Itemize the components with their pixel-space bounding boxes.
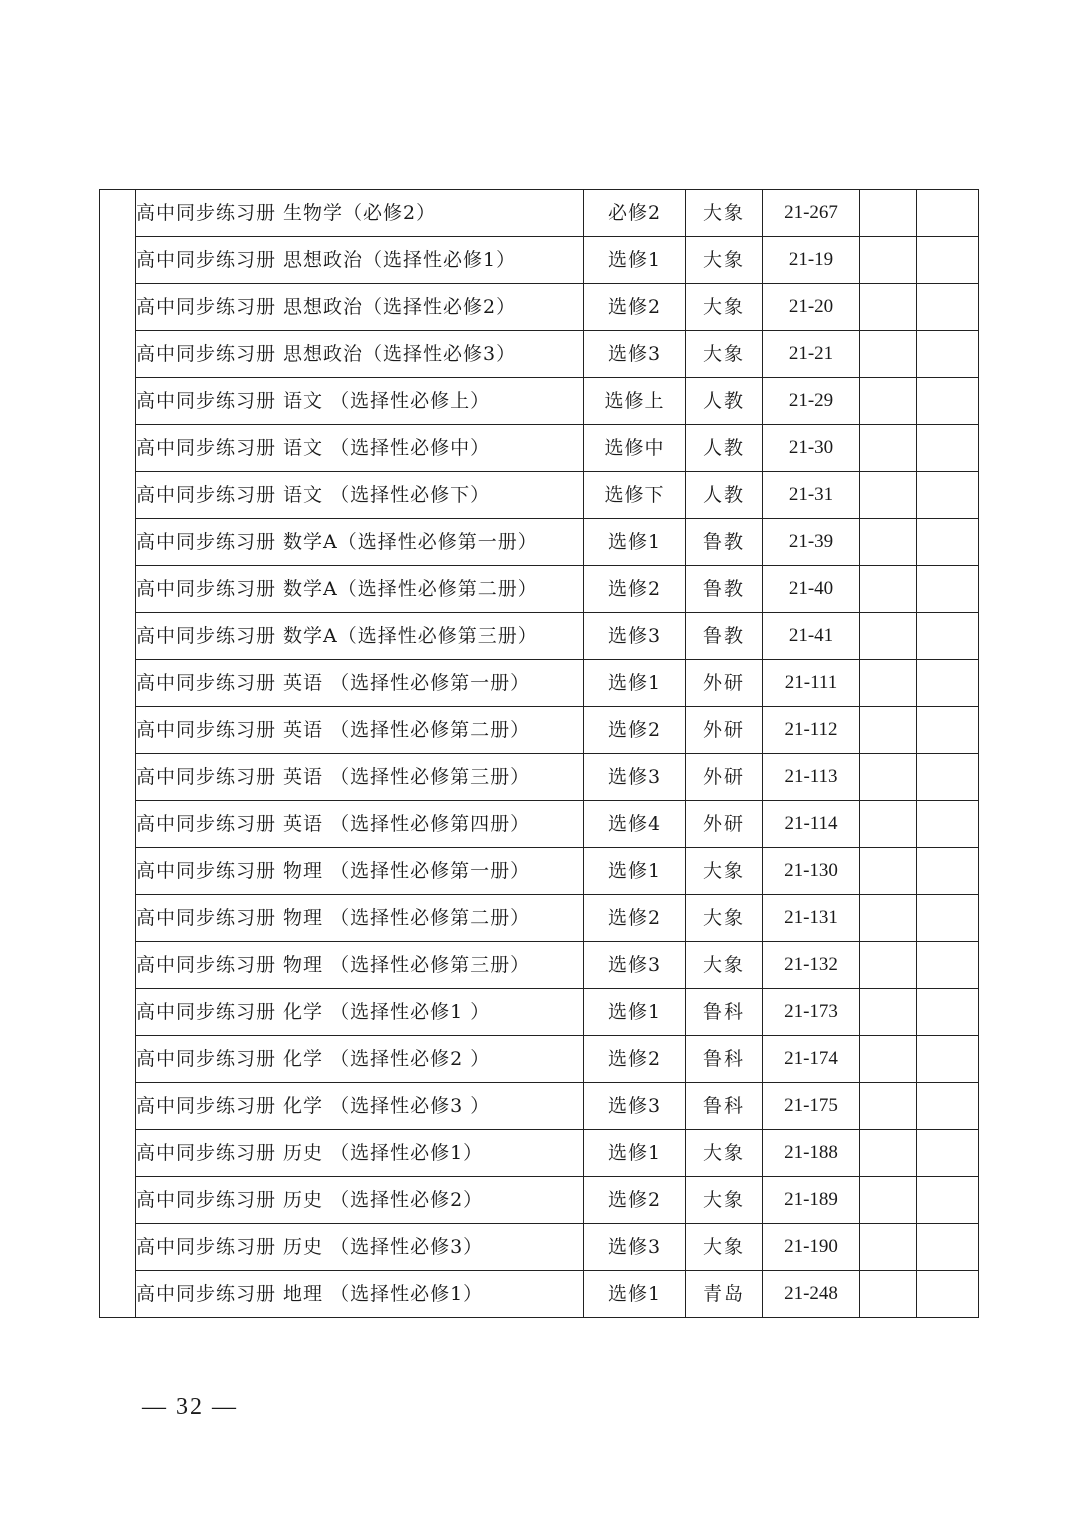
row-index-cell [100, 331, 136, 378]
volume-cell: 选修1 [584, 989, 686, 1036]
book-title-cell: 高中同步练习册 英语 （选择性必修第二册） [136, 707, 584, 754]
volume-cell: 选修1 [584, 848, 686, 895]
empty-cell [860, 425, 917, 472]
publisher-cell: 人教 [686, 378, 763, 425]
book-title-cell: 高中同步练习册 历史 （选择性必修1） [136, 1130, 584, 1177]
code-cell: 21-21 [763, 331, 860, 378]
page-number: — 32 — [142, 1394, 238, 1420]
empty-cell [917, 190, 979, 237]
volume-cell: 选修上 [584, 378, 686, 425]
volume-cell: 选修4 [584, 801, 686, 848]
book-title-cell: 高中同步练习册 生物学（必修2） [136, 190, 584, 237]
row-index-cell [100, 566, 136, 613]
empty-cell [860, 989, 917, 1036]
volume-cell: 选修下 [584, 472, 686, 519]
code-cell: 21-39 [763, 519, 860, 566]
row-index-cell [100, 1083, 136, 1130]
empty-cell [917, 660, 979, 707]
empty-cell [860, 1083, 917, 1130]
publisher-cell: 外研 [686, 707, 763, 754]
code-cell: 21-19 [763, 237, 860, 284]
table-row [100, 1271, 979, 1318]
table-row [100, 989, 979, 1036]
publisher-cell: 大象 [686, 895, 763, 942]
table-body [100, 190, 979, 1318]
empty-cell [917, 1083, 979, 1130]
empty-cell [860, 1130, 917, 1177]
empty-cell [860, 331, 917, 378]
table-row [100, 1224, 979, 1271]
volume-cell: 选修2 [584, 1177, 686, 1224]
volume-cell: 选修中 [584, 425, 686, 472]
empty-cell [860, 1224, 917, 1271]
textbook-table [99, 189, 979, 1318]
publisher-cell: 鲁科 [686, 1036, 763, 1083]
table-row [100, 566, 979, 613]
empty-cell [917, 801, 979, 848]
book-title-cell: 高中同步练习册 地理 （选择性必修1） [136, 1271, 584, 1318]
code-cell: 21-111 [763, 660, 860, 707]
empty-cell [917, 613, 979, 660]
table-row [100, 660, 979, 707]
empty-cell [860, 848, 917, 895]
empty-cell [917, 237, 979, 284]
empty-cell [917, 566, 979, 613]
table-row [100, 237, 979, 284]
row-index-cell [100, 707, 136, 754]
volume-cell: 选修3 [584, 1083, 686, 1130]
row-index-cell [100, 613, 136, 660]
empty-cell [917, 1036, 979, 1083]
publisher-cell: 大象 [686, 942, 763, 989]
empty-cell [917, 754, 979, 801]
empty-cell [860, 284, 917, 331]
empty-cell [917, 472, 979, 519]
table-row [100, 1130, 979, 1177]
book-title-cell: 高中同步练习册 物理 （选择性必修第二册） [136, 895, 584, 942]
book-title-cell: 高中同步练习册 英语 （选择性必修第四册） [136, 801, 584, 848]
empty-cell [860, 1271, 917, 1318]
row-index-cell [100, 942, 136, 989]
publisher-cell: 大象 [686, 331, 763, 378]
book-title-cell: 高中同步练习册 化学 （选择性必修1 ） [136, 989, 584, 1036]
publisher-cell: 人教 [686, 425, 763, 472]
code-cell: 21-173 [763, 989, 860, 1036]
publisher-cell: 鲁科 [686, 1083, 763, 1130]
row-index-cell [100, 472, 136, 519]
volume-cell: 选修2 [584, 895, 686, 942]
table-row [100, 942, 979, 989]
book-title-cell: 高中同步练习册 语文 （选择性必修上） [136, 378, 584, 425]
empty-cell [917, 331, 979, 378]
empty-cell [860, 660, 917, 707]
volume-cell: 选修2 [584, 1036, 686, 1083]
publisher-cell: 大象 [686, 1177, 763, 1224]
publisher-cell: 大象 [686, 848, 763, 895]
book-title-cell: 高中同步练习册 化学 （选择性必修2 ） [136, 1036, 584, 1083]
empty-cell [860, 190, 917, 237]
row-index-cell [100, 848, 136, 895]
code-cell: 21-31 [763, 472, 860, 519]
book-title-cell: 高中同步练习册 英语 （选择性必修第一册） [136, 660, 584, 707]
empty-cell [917, 707, 979, 754]
book-title-cell: 高中同步练习册 语文 （选择性必修下） [136, 472, 584, 519]
publisher-cell: 青岛 [686, 1271, 763, 1318]
volume-cell: 选修1 [584, 1130, 686, 1177]
publisher-cell: 鲁科 [686, 989, 763, 1036]
volume-cell: 选修1 [584, 237, 686, 284]
code-cell: 21-40 [763, 566, 860, 613]
empty-cell [917, 1271, 979, 1318]
table-row [100, 707, 979, 754]
table-row [100, 425, 979, 472]
empty-cell [917, 519, 979, 566]
code-cell: 21-114 [763, 801, 860, 848]
book-title-cell: 高中同步练习册 数学A（选择性必修第一册） [136, 519, 584, 566]
publisher-cell: 大象 [686, 284, 763, 331]
publisher-cell: 鲁教 [686, 613, 763, 660]
table-row [100, 190, 979, 237]
row-index-cell [100, 801, 136, 848]
code-cell: 21-248 [763, 1271, 860, 1318]
publisher-cell: 外研 [686, 801, 763, 848]
row-index-cell [100, 284, 136, 331]
book-title-cell: 高中同步练习册 语文 （选择性必修中） [136, 425, 584, 472]
table-row [100, 801, 979, 848]
code-cell: 21-20 [763, 284, 860, 331]
book-title-cell: 高中同步练习册 历史 （选择性必修3） [136, 1224, 584, 1271]
book-title-cell: 高中同步练习册 英语 （选择性必修第三册） [136, 754, 584, 801]
volume-cell: 选修1 [584, 1271, 686, 1318]
empty-cell [860, 378, 917, 425]
row-index-cell [100, 1271, 136, 1318]
table-row [100, 848, 979, 895]
empty-cell [860, 754, 917, 801]
empty-cell [860, 895, 917, 942]
empty-cell [860, 566, 917, 613]
code-cell: 21-188 [763, 1130, 860, 1177]
row-index-cell [100, 1177, 136, 1224]
table-row [100, 1036, 979, 1083]
empty-cell [917, 284, 979, 331]
table-row [100, 378, 979, 425]
table-row [100, 1177, 979, 1224]
volume-cell: 选修1 [584, 519, 686, 566]
row-index-cell [100, 378, 136, 425]
empty-cell [860, 1036, 917, 1083]
volume-cell: 选修3 [584, 613, 686, 660]
empty-cell [860, 1177, 917, 1224]
table-row [100, 284, 979, 331]
volume-cell: 选修3 [584, 754, 686, 801]
book-title-cell: 高中同步练习册 历史 （选择性必修2） [136, 1177, 584, 1224]
table-row [100, 472, 979, 519]
empty-cell [860, 942, 917, 989]
book-title-cell: 高中同步练习册 化学 （选择性必修3 ） [136, 1083, 584, 1130]
book-title-cell: 高中同步练习册 思想政治（选择性必修3） [136, 331, 584, 378]
publisher-cell: 大象 [686, 237, 763, 284]
empty-cell [917, 1177, 979, 1224]
volume-cell: 必修2 [584, 190, 686, 237]
row-index-cell [100, 519, 136, 566]
code-cell: 21-30 [763, 425, 860, 472]
table-row [100, 613, 979, 660]
publisher-cell: 外研 [686, 660, 763, 707]
table-row [100, 331, 979, 378]
publisher-cell: 鲁教 [686, 519, 763, 566]
row-index-cell [100, 989, 136, 1036]
row-index-cell [100, 895, 136, 942]
empty-cell [917, 425, 979, 472]
empty-cell [917, 1130, 979, 1177]
code-cell: 21-41 [763, 613, 860, 660]
code-cell: 21-113 [763, 754, 860, 801]
empty-cell [917, 1224, 979, 1271]
volume-cell: 选修1 [584, 660, 686, 707]
empty-cell [917, 942, 979, 989]
publisher-cell: 大象 [686, 1224, 763, 1271]
table-row [100, 519, 979, 566]
code-cell: 21-174 [763, 1036, 860, 1083]
publisher-cell: 人教 [686, 472, 763, 519]
empty-cell [860, 472, 917, 519]
book-title-cell: 高中同步练习册 物理 （选择性必修第三册） [136, 942, 584, 989]
row-index-cell [100, 754, 136, 801]
empty-cell [860, 237, 917, 284]
book-title-cell: 高中同步练习册 思想政治（选择性必修1） [136, 237, 584, 284]
code-cell: 21-189 [763, 1177, 860, 1224]
empty-cell [917, 378, 979, 425]
table-row [100, 754, 979, 801]
publisher-cell: 大象 [686, 1130, 763, 1177]
table-row [100, 1083, 979, 1130]
volume-cell: 选修2 [584, 284, 686, 331]
code-cell: 21-29 [763, 378, 860, 425]
row-index-cell [100, 1036, 136, 1083]
code-cell: 21-112 [763, 707, 860, 754]
row-index-cell [100, 1224, 136, 1271]
book-title-cell: 高中同步练习册 数学A（选择性必修第三册） [136, 613, 584, 660]
volume-cell: 选修2 [584, 566, 686, 613]
publisher-cell: 外研 [686, 754, 763, 801]
code-cell: 21-131 [763, 895, 860, 942]
code-cell: 21-267 [763, 190, 860, 237]
row-index-cell [100, 1130, 136, 1177]
code-cell: 21-190 [763, 1224, 860, 1271]
book-title-cell: 高中同步练习册 物理 （选择性必修第一册） [136, 848, 584, 895]
row-index-cell [100, 237, 136, 284]
volume-cell: 选修3 [584, 1224, 686, 1271]
row-index-cell [100, 190, 136, 237]
volume-cell: 选修3 [584, 331, 686, 378]
empty-cell [860, 519, 917, 566]
empty-cell [917, 989, 979, 1036]
row-index-cell [100, 425, 136, 472]
table-row [100, 895, 979, 942]
book-title-cell: 高中同步练习册 思想政治（选择性必修2） [136, 284, 584, 331]
book-title-cell: 高中同步练习册 数学A（选择性必修第二册） [136, 566, 584, 613]
empty-cell [860, 707, 917, 754]
publisher-cell: 鲁教 [686, 566, 763, 613]
code-cell: 21-175 [763, 1083, 860, 1130]
publisher-cell: 大象 [686, 190, 763, 237]
code-cell: 21-132 [763, 942, 860, 989]
empty-cell [917, 895, 979, 942]
empty-cell [860, 801, 917, 848]
code-cell: 21-130 [763, 848, 860, 895]
volume-cell: 选修2 [584, 707, 686, 754]
row-index-cell [100, 660, 136, 707]
empty-cell [917, 848, 979, 895]
volume-cell: 选修3 [584, 942, 686, 989]
empty-cell [860, 613, 917, 660]
